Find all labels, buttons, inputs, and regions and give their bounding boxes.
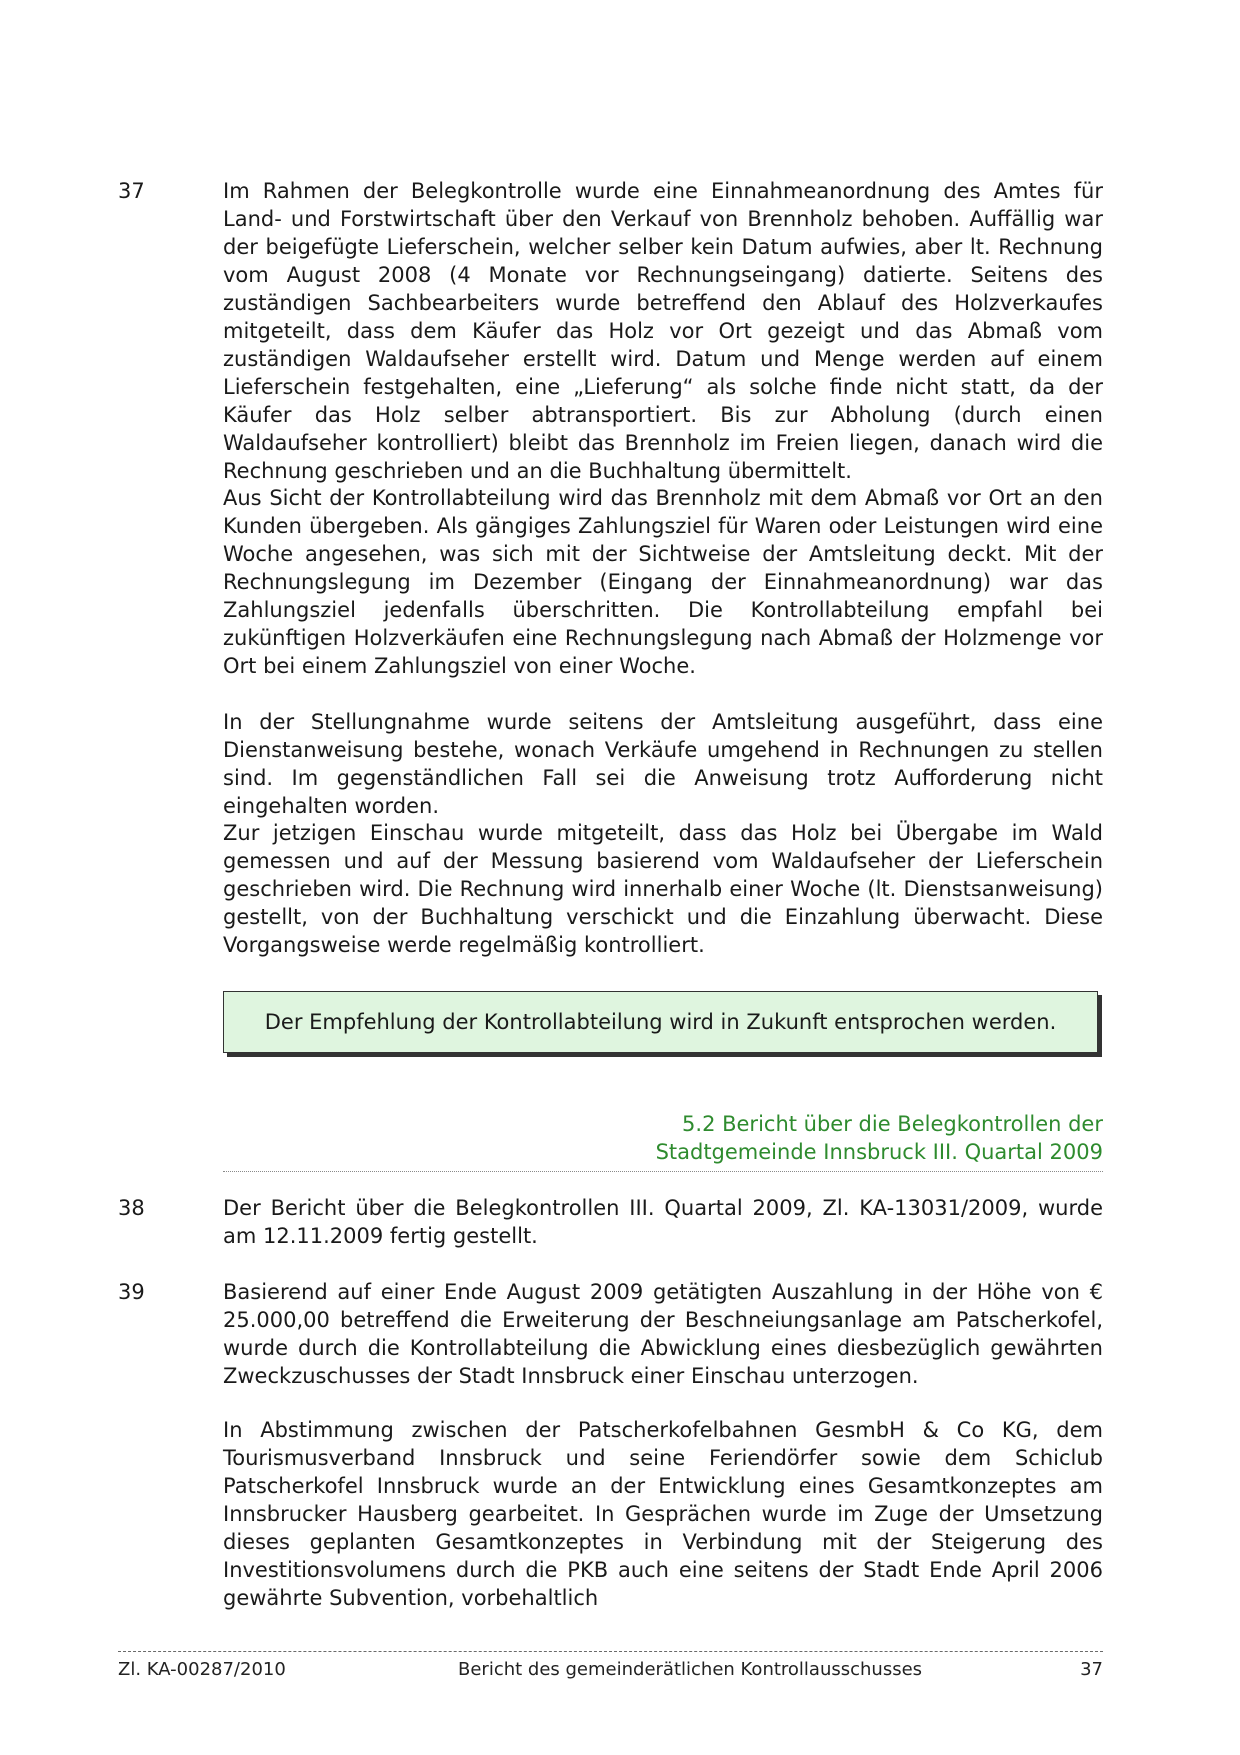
paragraph-number-37: 37 <box>118 179 145 203</box>
footer-title: Bericht des gemeinderätlichen Kontrollausschusses <box>458 1659 923 1680</box>
paragraph-text: Der Bericht über die Belegkontrollen III. Quartal 2009, Zl. KA-13031/2009, wurde am 12.11.2009 fertig gestellt. <box>223 1196 1103 1248</box>
paragraph-text: In Abstimmung zwischen der Patscherkofelbahnen GesmbH & Co KG, dem Tourismusverband Innsbruck und seine Feriendörfer sowie dem Schiclub Patscherkofel Innsbruck wurde an der Entwicklung eines Gesamtkonzeptes am Innsbrucker Hausberg gearbeitet. In Gesprächen wurde im Zuge der Umsetzung dieses geplanten Gesamtkonzeptes in Verbindung mit der Steigerung des Investitionsvolumens durch die PKB auch eine seitens der Stadt Ende April 2006 gewährte Subvention, vorbehaltlich <box>223 1418 1103 1610</box>
paragraph-text: Zur jetzigen Einschau wurde mitgeteilt, dass das Holz bei Übergabe im Wald gemessen und auf der Messung basierend vom Waldaufseher der Lieferschein geschrieben wird. Die Rechnung wird innerhalb einer Woche (lt. Dienstsanweisung) gestellt, von der Buchhaltung verschickt und die Einzahlung überwacht. Diese Vorgangsweise werde regelmäßig kontrolliert. <box>223 821 1103 957</box>
callout-text: Der Empfehlung der Kontrollabteilung wird in Zukunft entsprochen werden. <box>264 1010 1057 1034</box>
paragraph-39-p2 <box>223 1416 1103 1612</box>
paragraph-text: Aus Sicht der Kontrollabteilung wird das Brennholz mit dem Abmaß vor Ort an den Kunden übergeben. Als gängiges Zahlungsziel für Waren oder Leistungen wird eine Woche angesehen, was sich mit der Sichtweise der Amtsleitung deckt. Mit der Rechnungslegung im Dezember (Eingang der Einnahmeanordnung) war das Zahlungsziel jedenfalls überschritten. Die Kontrollabteilung empfahl bei zukünftigen Holzverkäufen eine Rechnungslegung nach Abmaß der Holzmenge vor Ort bei einem Zahlungsziel von einer Woche. <box>223 486 1103 678</box>
paragraph-number-39: 39 <box>118 1280 145 1304</box>
paragraph-text: In der Stellungnahme wurde seitens der Amtsleitung ausgeführt, dass eine Dienstanweisung bestehe, wonach Verkäufe umgehend in Rechnungen zu stellen sind. Im gegenständlichen Fall sei die Anweisung trotz Aufforderung nicht eingehalten worden. <box>223 710 1103 818</box>
paragraph-39-p1 <box>223 1278 1103 1390</box>
page-footer <box>118 1658 1103 1682</box>
section-heading-line-1: 5.2 Bericht über die Belegkontrollen der <box>682 1112 1103 1136</box>
section-divider <box>223 1171 1103 1172</box>
paragraph-text: Im Rahmen der Belegkontrolle wurde eine Einnahmeanordnung des Amtes für Land- und Forstwirtschaft über den Verkauf von Brennholz behoben. Auffällig war der beigefügte Lieferschein, welcher selber kein Datum aufwies, aber lt. Rechnung vom August 2008 (4 Monate vor Rechnungseingang) datierte. Seitens des zuständigen Sachbearbeiters wurde betreffend den Ablauf des Holzverkaufes mitgeteilt, dass dem Käufer das Holz vor Ort gezeigt und das Abmaß vom zuständigen Waldaufseher erstellt wird. Datum und Menge werden auf einem Lieferschein festgehalten, eine „Lieferung“ als solche finde nicht statt, da der Käufer das Holz selber abtransportiert. Bis zur Abholung (durch einen Waldaufseher kontrolliert) bleibt das Brennholz im Freien liegen, danach wird die Rechnung geschrieben und an die Buchhaltung übermittelt. <box>223 179 1103 483</box>
paragraph-37-p4 <box>223 819 1103 959</box>
paragraph-text: Basierend auf einer Ende August 2009 getätigten Auszahlung in der Höhe von € 25.000,00 betreffend die Erweiterung der Beschneiungsanlage am Patscherkofel, wurde durch die Kontrollabteilung die Abwicklung eines diesbezüglich gewährten Zweckzuschusses der Stadt Innsbruck einer Einschau unterzogen. <box>223 1280 1103 1388</box>
paragraph-37-p1 <box>223 177 1103 485</box>
section-heading <box>600 1110 1103 1166</box>
paragraph-37-p3 <box>223 708 1103 820</box>
page-number: 37 <box>1080 1659 1103 1680</box>
paragraph-37-p2 <box>223 484 1103 680</box>
recommendation-callout <box>223 991 1098 1053</box>
paragraph-38 <box>223 1194 1103 1250</box>
section-heading-line-2: Stadtgemeinde Innsbruck III. Quartal 2009 <box>655 1140 1103 1164</box>
footer-reference: Zl. KA-00287/2010 <box>118 1659 286 1680</box>
paragraph-number-38: 38 <box>118 1196 145 1220</box>
footer-divider <box>118 1651 1103 1652</box>
